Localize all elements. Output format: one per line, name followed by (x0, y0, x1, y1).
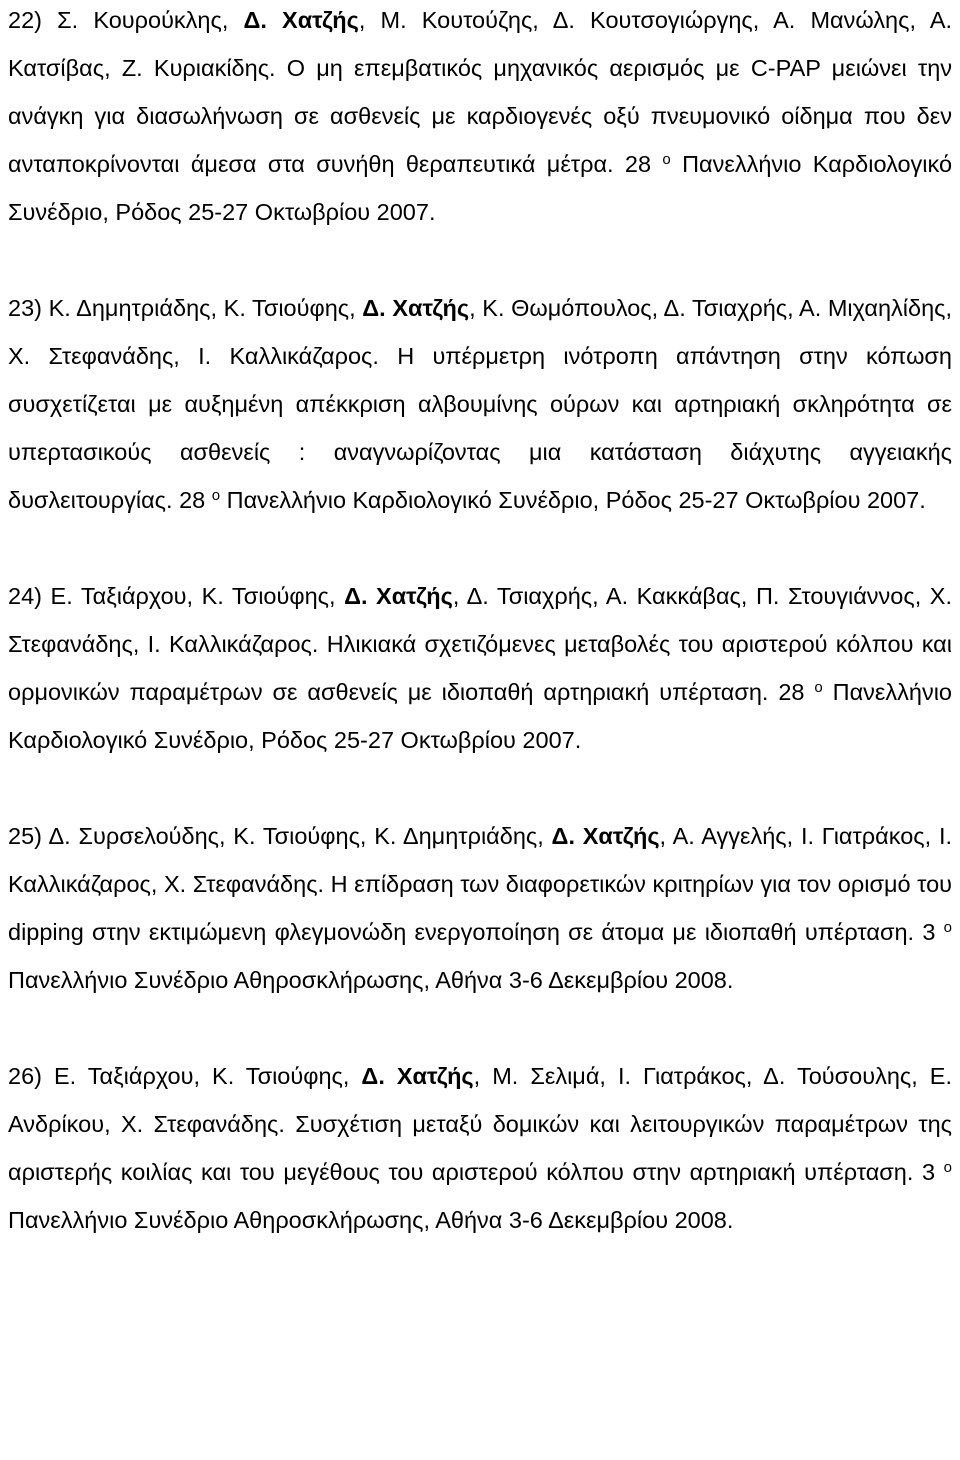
author-name: Ι. Γιατράκος (617, 1063, 746, 1089)
author-name: Σ. Κουρούκλης (57, 7, 222, 33)
reference-number: 22) (8, 7, 42, 33)
author-separator: , (592, 583, 606, 609)
author-name: Κ. Τσιούφης (212, 1063, 343, 1089)
author-separator: , (469, 295, 483, 321)
venue-ordinal: 3 (922, 919, 936, 945)
author-name-highlighted: Δ. Χατζής (361, 1063, 474, 1089)
author-name: Ι. Καλλικάζαρος (198, 343, 373, 369)
author-name: Κ. Θωμόπουλος (482, 295, 652, 321)
author-separator: , (210, 295, 224, 321)
reference-entry-23 (8, 284, 952, 524)
author-separator: , (218, 823, 234, 849)
author-separator: , (452, 583, 467, 609)
author-separator: , (911, 1063, 930, 1089)
author-name: Δ. Κουτσογιώργης (552, 7, 753, 33)
author-name-highlighted: Δ. Χατζής (551, 823, 660, 849)
reference-venue: Πανελλήνιο Καρδιολογικό Συνέδριο, Ρόδος 25-27 Οκτωβρίου 2007. (8, 151, 953, 225)
author-separator: , (358, 7, 381, 33)
author-name: Α. Κατσίβας (8, 7, 953, 81)
author-name: Κ. Τσιούφης (201, 583, 329, 609)
author-separator: , (914, 583, 930, 609)
venue-ordinal-superscript: ο (662, 151, 671, 168)
reference-number: 26) (8, 1063, 42, 1089)
venue-ordinal-superscript: ο (943, 919, 952, 936)
venue-ordinal: 28 (179, 487, 206, 513)
author-name: Κ. Δημητριάδης (48, 295, 211, 321)
reference-list (8, 0, 952, 1244)
venue-ordinal-superscript: ο (814, 679, 823, 696)
author-name: Ι. Γιατράκος (800, 823, 925, 849)
venue-ordinal: 28 (624, 151, 652, 177)
author-separator: , (532, 7, 553, 33)
reference-title: Η υπέρμετρη ινότροπη απάντηση στην κόπωση συσχετίζεται με αυξημένη απέκκριση αλβουμίνης ούρων και αρτηριακή σκληρότητα σε υπερτασικούς ασθενείς : αναγνωρίζοντας μια κατάσταση διάχυτης αγγειακής δυσλειτουργίας. (8, 343, 952, 513)
author-name: Κ. Τσιούφης (223, 295, 350, 321)
author-separator: , (104, 55, 122, 81)
author-separator: . (372, 343, 398, 369)
reference-venue: Πανελλήνιο Συνέδριο Αθηροσκλήρωσης, Αθήνα 3-6 Δεκεμβρίου 2008. (8, 1207, 734, 1233)
author-separator: , (537, 823, 552, 849)
reference-venue: Πανελλήνιο Καρδιολογικό Συνέδριο, Ρόδος 25-27 Οκτωβρίου 2007. (226, 487, 926, 513)
author-name: Δ. Συρσελούδης (48, 823, 219, 849)
author-name: Χ. Στεφανάδης (120, 1111, 279, 1137)
author-name: Μ. Κουτούζης (380, 7, 533, 33)
reference-number: 25) (8, 823, 42, 849)
author-name: Χ. Στεφανάδης (8, 343, 174, 369)
author-name: Α. Κακκάβας (605, 583, 741, 609)
author-separator: . (311, 631, 327, 657)
author-separator: , (328, 583, 345, 609)
author-separator: . (317, 871, 331, 897)
author-name: Ε. Ταξιάρχου (50, 583, 187, 609)
reference-title: Ηλικιακά σχετιζόμενες μεταβολές του αριστερού κόλπου και ορμονικών παραμέτρων σε ασθενείς με ιδιοπαθή αρτηριακή υπέρταση. (8, 631, 952, 705)
author-name: Χ. Στεφανάδης (163, 871, 318, 897)
author-separator: , (752, 7, 774, 33)
author-separator: , (342, 1063, 362, 1089)
author-name-highlighted: Δ. Χατζής (243, 7, 359, 33)
reference-venue: Πανελλήνιο Καρδιολογικό Συνέδριο, Ρόδος 25-27 Οκτωβρίου 2007. (8, 679, 952, 753)
author-separator: , (473, 1063, 493, 1089)
author-name: Π. Στουγιάννος (755, 583, 915, 609)
author-separator: , (132, 631, 148, 657)
reference-title: Η επίδραση των διαφορετικών κριτηρίων για τον ορισμό του dipping στην εκτιμώμενη φλεγμονώδη ενεργοποίηση σε άτομα με ιδιοπαθή υπέρταση. (8, 871, 952, 945)
reference-venue: Πανελλήνιο Συνέδριο Αθηροσκλήρωσης, Αθήνα 3-6 Δεκεμβρίου 2008. (8, 967, 734, 993)
author-separator: , (349, 295, 363, 321)
author-separator: , (173, 343, 199, 369)
author-name-highlighted: Δ. Χατζής (344, 583, 453, 609)
reference-entry-26 (8, 1052, 952, 1244)
author-separator: , (909, 7, 930, 33)
venue-ordinal: 28 (778, 679, 805, 705)
author-separator: , (104, 1111, 121, 1137)
author-separator: , (945, 295, 952, 321)
author-name: Α. Μανώλης (773, 7, 910, 33)
author-name: Κ. Τσιούφης (233, 823, 360, 849)
reference-number: 23) (8, 295, 42, 321)
author-name: Ε. Ταξιάρχου (53, 1063, 194, 1089)
author-separator: , (599, 1063, 618, 1089)
reference-entry-22 (8, 0, 952, 236)
author-name: Ι. Καλλικάζαρος (8, 823, 952, 897)
author-name: Α. Μιχαηλίδης (799, 295, 946, 321)
author-name: Ε. Ανδρίκου (8, 1063, 952, 1137)
author-name: Ζ. Κυριακίδης (121, 55, 270, 81)
author-name: Μ. Σελιμά (492, 1063, 600, 1089)
reference-title: Ο μη επεμβατικός μηχανικός αερισμός με C-PAP μειώνει την ανάγκη για διασωλήνωση σε ασθενείς με καρδιογενές οξύ πνευμονικό οίδημα που δεν ανταποκρίνονται άμεσα στα συνήθη θεραπευτικά μέτρα. (8, 55, 953, 177)
author-separator: , (186, 583, 202, 609)
reference-entry-25 (8, 812, 952, 1004)
author-name: Δ. Τσιαχρής (663, 295, 788, 321)
author-separator: , (193, 1063, 213, 1089)
author-separator: , (359, 823, 375, 849)
reference-entry-24 (8, 572, 952, 764)
author-separator: , (659, 823, 673, 849)
author-separator: , (740, 583, 756, 609)
author-separator: . (269, 55, 287, 81)
author-name: Ι. Καλλικάζαρος (147, 631, 312, 657)
author-separator: , (787, 295, 800, 321)
author-separator: , (745, 1063, 764, 1089)
venue-ordinal: 3 (922, 1159, 936, 1185)
author-name-highlighted: Δ. Χατζής (362, 295, 470, 321)
reference-title: Συσχέτιση μεταξύ δομικών και λειτουργικών παραμέτρων της αριστερής κοιλίας και του μεγέθους του αριστερού κόλπου στην αρτηριακή υπέρταση. (8, 1111, 952, 1185)
author-name: Δ. Τσιαχρής (466, 583, 593, 609)
author-name: Κ. Δημητριάδης (374, 823, 538, 849)
author-name: Α. Αγγελής (672, 823, 787, 849)
author-separator: , (924, 823, 939, 849)
author-separator: , (651, 295, 664, 321)
reference-number: 24) (8, 583, 42, 609)
author-separator: , (221, 7, 244, 33)
venue-ordinal-superscript: ο (943, 1159, 953, 1176)
author-separator: . (278, 1111, 296, 1137)
author-name: Χ. Στεφανάδης (8, 583, 953, 657)
author-name: Δ. Τούσουλης (763, 1063, 912, 1089)
author-separator: , (786, 823, 801, 849)
author-separator: , (150, 871, 164, 897)
venue-ordinal-superscript: ο (211, 487, 221, 504)
